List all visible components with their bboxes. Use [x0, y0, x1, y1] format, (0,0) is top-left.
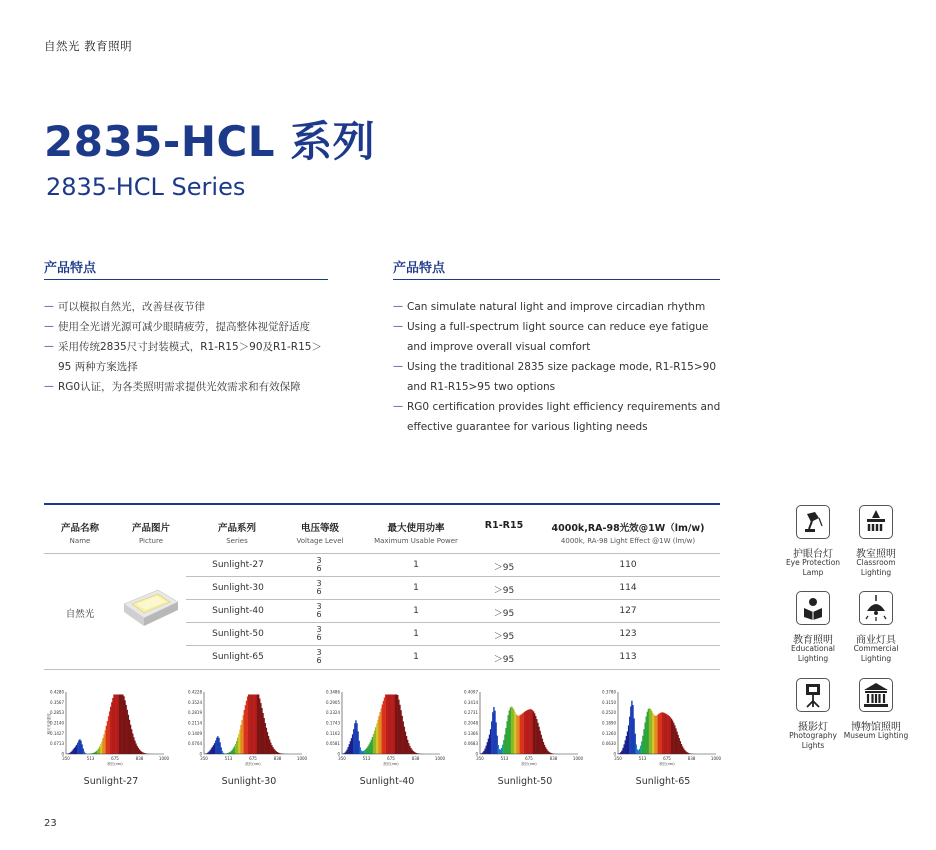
y-tick-label: 0.2731 — [464, 710, 478, 716]
feature-zh-item: — RG0认证，为各类照明需求提供光效需求和有效保障 — [44, 377, 334, 397]
app-label-en: Commercial Lighting — [853, 644, 899, 663]
spectrum-chart — [324, 688, 446, 774]
row-power: 1 — [413, 606, 419, 616]
y-tick-label: 0 — [61, 751, 64, 757]
desk-lamp-icon — [796, 505, 830, 539]
spectrum-chart — [462, 688, 584, 774]
row-efficacy: 113 — [619, 652, 637, 662]
x-tick-label: 675 — [663, 756, 671, 761]
x-tick-label: 513 — [500, 756, 509, 761]
feature-en-item: — Can simulate natural light and improve circadian rhythm — [393, 297, 723, 317]
spectrum-chart — [186, 688, 308, 774]
row-efficacy: 110 — [619, 560, 637, 570]
x-tick-label: 675 — [249, 756, 257, 761]
features-en-divider — [393, 279, 720, 280]
app-label-zh: 护眼台灯 — [793, 549, 833, 560]
table-row-rule — [186, 645, 720, 646]
app-label-zh: 教室照明 — [856, 549, 896, 560]
x-tick-label: 350 — [200, 756, 208, 761]
page-number: 23 — [44, 818, 57, 829]
row-series: Sunlight-27 — [212, 560, 264, 570]
row-series: Sunlight-40 — [212, 606, 264, 616]
feature-en-item: — RG0 certification provides light efficiency requirements and effective guarantee for various lighting needs — [393, 397, 723, 437]
row-power: 1 — [413, 629, 419, 639]
y-tick-label: 0.2520 — [602, 710, 616, 716]
row-voltage: 3 6 — [316, 648, 322, 665]
y-tick-label: 0.0630 — [602, 741, 616, 747]
table-row-rule — [186, 622, 720, 623]
x-tick-label: 675 — [525, 756, 533, 761]
app-label-en: Eye Protection Lamp — [785, 558, 841, 577]
y-tick-label: 0.3486 — [326, 689, 340, 695]
x-tick-label: 350 — [62, 756, 70, 761]
table-row-rule — [186, 576, 720, 577]
row-r1r15: ＞95 — [493, 586, 515, 596]
photo-light-icon — [796, 678, 830, 712]
y-tick-label: 0.3524 — [188, 699, 202, 705]
features-zh-heading: 产品特点 — [44, 261, 97, 276]
app-label-en: Photography Lights — [789, 731, 837, 750]
feature-en-item: — Using the traditional 2835 size package mode, R1-R15>90 and R1-R15>95 two options — [393, 357, 723, 397]
x-tick-label: 1000 — [710, 756, 722, 761]
product-name: 自然光 — [65, 609, 95, 620]
y-tick-label: 0.0704 — [188, 741, 202, 747]
y-axis-label: 相对光谱强度 — [47, 713, 51, 735]
features-zh-divider — [44, 279, 328, 280]
th-efficacy: 4000k,RA-98光效@1W（lm/w) 4000k, RA-98 Light Effect @1W (lm/w) — [551, 523, 705, 545]
row-power: 1 — [413, 560, 419, 570]
app-label-en: Classroom Lighting — [856, 558, 896, 577]
x-axis-label: 波长(nm) — [521, 762, 537, 766]
y-tick-label: 0.0581 — [326, 741, 340, 747]
app-label-en: Educational Lighting — [790, 644, 836, 663]
y-tick-label: 0.2114 — [188, 720, 202, 726]
app-label-zh: 摄影灯 — [798, 722, 828, 733]
row-voltage: 3 6 — [316, 602, 322, 619]
row-r1r15: ＞95 — [493, 563, 515, 573]
y-tick-label: 0 — [613, 751, 616, 757]
row-efficacy: 114 — [619, 583, 637, 593]
row-series: Sunlight-30 — [212, 583, 264, 593]
row-voltage: 3 6 — [316, 579, 322, 596]
app-label-zh: 教育照明 — [793, 635, 833, 646]
page-title: 2835-HCL 系列 — [44, 117, 376, 166]
x-axis-label: 波长(nm) — [107, 762, 123, 766]
y-tick-label: 0.2853 — [50, 710, 64, 716]
x-tick-label: 1000 — [158, 756, 170, 761]
x-tick-label: 513 — [224, 756, 233, 761]
table-row-rule — [186, 599, 720, 600]
x-tick-label: 838 — [411, 756, 420, 761]
y-tick-label: 0.4280 — [50, 689, 64, 695]
app-label-zh: 商业灯具 — [856, 635, 896, 646]
app-label-en: Museum Lighting — [843, 731, 909, 740]
row-r1r15: ＞95 — [493, 655, 515, 665]
th-r1r15: R1-R15 — [484, 520, 524, 531]
y-tick-label: 0.3567 — [50, 699, 64, 705]
row-power: 1 — [413, 583, 419, 593]
features-en-list — [393, 297, 723, 437]
y-tick-label: 0.1162 — [326, 730, 340, 736]
spectrum-chart-title: Sunlight-40 — [359, 776, 415, 787]
x-tick-label: 513 — [86, 756, 95, 761]
x-tick-label: 838 — [549, 756, 558, 761]
row-efficacy: 127 — [619, 606, 637, 616]
x-tick-label: 838 — [135, 756, 144, 761]
spectrum-chart — [47, 688, 170, 774]
y-tick-label: 0.1427 — [50, 730, 64, 736]
y-tick-label: 0.1409 — [188, 730, 202, 736]
x-tick-label: 350 — [614, 756, 622, 761]
feature-zh-item: — 可以模拟自然光，改善昼夜节律 — [44, 297, 334, 317]
row-series: Sunlight-65 — [212, 652, 264, 662]
x-tick-label: 1000 — [572, 756, 584, 761]
x-tick-label: 513 — [638, 756, 647, 761]
x-tick-label: 675 — [111, 756, 119, 761]
features-en-heading: 产品特点 — [393, 261, 446, 276]
museum-icon — [859, 678, 893, 712]
spectrum-chart-title: Sunlight-27 — [83, 776, 139, 787]
y-tick-label: 0.3150 — [602, 699, 616, 705]
th-series: 产品系列 Series — [217, 523, 256, 545]
spectrum-chart-title: Sunlight-30 — [221, 776, 277, 787]
y-tick-label: 0 — [475, 751, 478, 757]
x-axis-label: 波长(nm) — [659, 762, 675, 766]
th-picture: 产品图片 Picture — [131, 523, 170, 545]
x-tick-label: 350 — [338, 756, 346, 761]
table-header-rule — [44, 553, 720, 554]
y-tick-label: 0.1743 — [326, 720, 340, 726]
y-tick-label: 0.2324 — [326, 710, 340, 716]
x-tick-label: 838 — [273, 756, 282, 761]
table-bottom-rule — [44, 669, 720, 670]
th-voltage: 电压等级 Voltage Level — [296, 523, 344, 545]
y-tick-label: 0.4097 — [464, 689, 478, 695]
y-tick-label: 0.3414 — [464, 699, 478, 705]
y-tick-label: 0.2905 — [326, 699, 340, 705]
y-tick-label: 0.1366 — [464, 730, 478, 736]
pendant-lamp-icon — [859, 591, 893, 625]
x-tick-label: 675 — [387, 756, 395, 761]
feature-zh-item: — 采用传统2835尺寸封装模式，R1-R15＞90及R1-R15＞95 两种方案选择 — [44, 337, 334, 377]
y-tick-label: 0.2048 — [464, 720, 478, 726]
feature-zh-item: — 使用全光谱光源可减少眼睛疲劳，提高整体视觉舒适度 — [44, 317, 334, 337]
y-tick-label: 0 — [199, 751, 202, 757]
row-power: 1 — [413, 652, 419, 662]
x-axis-label: 波长(nm) — [383, 762, 399, 766]
feature-en-item: — Using a full-spectrum light source can reduce eye fatigue and improve overall visual comfort — [393, 317, 723, 357]
page-subtitle: 2835-HCL Series — [46, 173, 246, 201]
row-efficacy: 123 — [619, 629, 637, 639]
led-chip-image — [120, 584, 180, 634]
education-icon — [796, 591, 830, 625]
row-r1r15: ＞95 — [493, 632, 515, 642]
x-tick-label: 513 — [362, 756, 371, 761]
row-voltage: 3 6 — [316, 625, 322, 642]
x-tick-label: 1000 — [434, 756, 446, 761]
table-top-rule — [44, 503, 720, 505]
spectrum-chart — [600, 688, 722, 774]
row-voltage: 3 6 — [316, 556, 322, 573]
x-tick-label: 1000 — [296, 756, 308, 761]
y-tick-label: 0.4228 — [188, 689, 202, 695]
spectrum-chart-title: Sunlight-65 — [635, 776, 691, 787]
features-zh-list — [44, 297, 334, 397]
x-axis-label: 波长(nm) — [245, 762, 261, 766]
th-power: 最大使用功率 Maximum Usable Power — [374, 523, 458, 545]
th-name: 产品名称 Name — [60, 523, 99, 545]
x-tick-label: 838 — [687, 756, 696, 761]
y-tick-label: 0.3780 — [602, 689, 616, 695]
x-tick-label: 350 — [476, 756, 484, 761]
y-tick-label: 0 — [337, 751, 340, 757]
y-tick-label: 0.2140 — [50, 720, 64, 726]
y-tick-label: 0.1890 — [602, 720, 616, 726]
app-label-zh: 博物馆照明 — [851, 722, 901, 733]
y-tick-label: 0.1260 — [602, 730, 616, 736]
header-tag: 自然光 教育照明 — [44, 39, 133, 53]
y-tick-label: 0.0683 — [464, 741, 478, 747]
classroom-light-icon — [859, 505, 893, 539]
row-series: Sunlight-50 — [212, 629, 264, 639]
y-tick-label: 0.0713 — [50, 741, 64, 747]
spectrum-chart-title: Sunlight-50 — [497, 776, 553, 787]
row-r1r15: ＞95 — [493, 609, 515, 619]
y-tick-label: 0.2819 — [188, 710, 202, 716]
